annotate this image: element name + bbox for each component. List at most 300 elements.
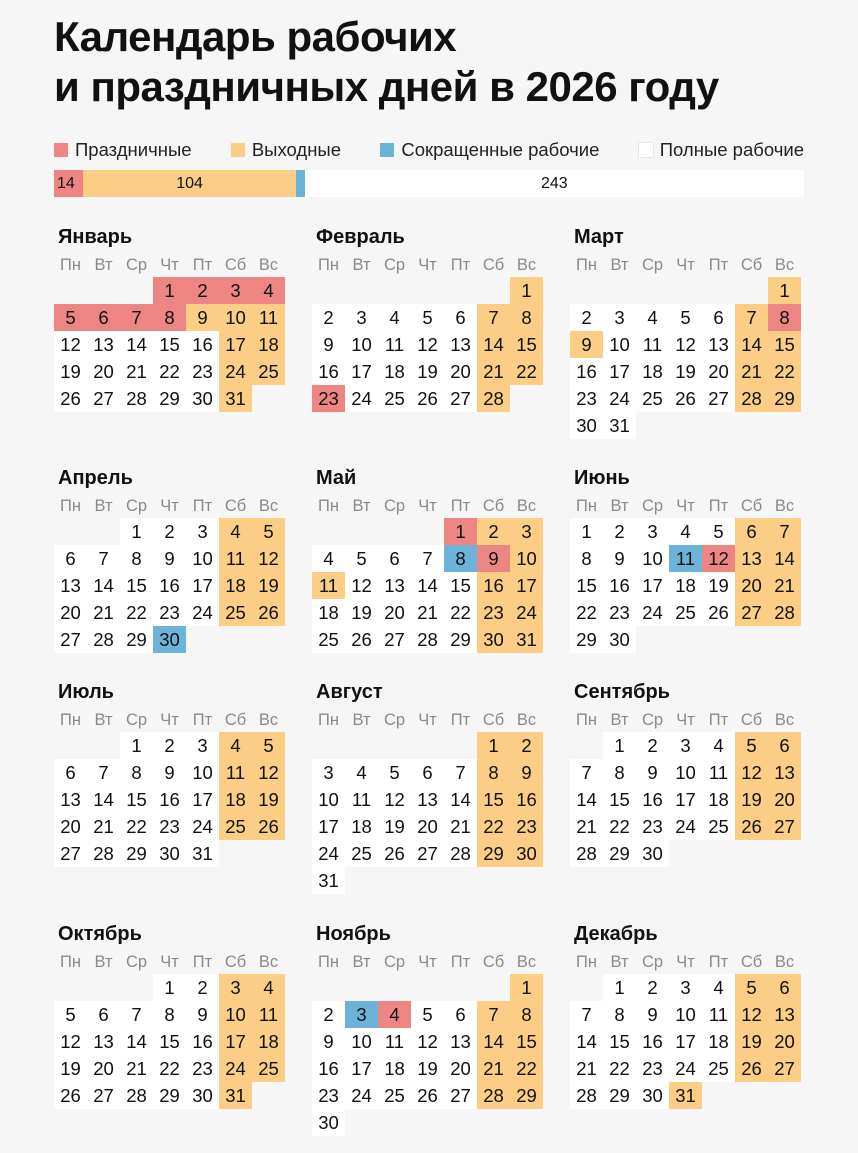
day-cell-workday: 7: [120, 1001, 153, 1028]
day-cell-workday: 2: [603, 518, 636, 545]
day-cell-workday: 29: [120, 626, 153, 653]
day-cell-weekend: 21: [477, 358, 510, 385]
day-cell-weekend: 23: [477, 599, 510, 626]
day-cell-workday: 29: [570, 626, 603, 653]
weekday-header: Сб: [740, 711, 763, 729]
day-cell-weekend: 22: [768, 358, 801, 385]
weekday-header: Ср: [641, 256, 664, 274]
day-cell-weekend: 4: [219, 732, 252, 759]
day-cell-holiday: 7: [120, 304, 153, 331]
empty-cell: [54, 518, 87, 545]
day-cell-workday: 1: [603, 732, 636, 759]
day-cell-workday: 1: [120, 732, 153, 759]
day-cell-workday: 1: [153, 974, 186, 1001]
day-cell-workday: 9: [153, 759, 186, 786]
summary-segment-weekend: [83, 170, 297, 197]
day-cell-workday: 27: [54, 626, 87, 653]
weekday-header: Вт: [352, 953, 371, 971]
day-cell-workday: 17: [186, 572, 219, 599]
day-cell-workday: 24: [669, 1055, 702, 1082]
month-grid: [312, 950, 550, 1136]
day-cell-workday: 2: [186, 974, 219, 1001]
day-cell-workday: 23: [186, 1055, 219, 1082]
day-cell-workday: 13: [444, 331, 477, 358]
empty-cell: [54, 732, 87, 759]
day-cell-holiday: 12: [702, 545, 735, 572]
day-cell-workday: 17: [186, 786, 219, 813]
day-cell-workday: 25: [669, 599, 702, 626]
day-cell-workday: 28: [411, 626, 444, 653]
day-cell-weekend: 17: [219, 331, 252, 358]
day-cell-holiday: 23: [312, 385, 345, 412]
day-cell-workday: 29: [603, 840, 636, 867]
day-cell-workday: 19: [669, 358, 702, 385]
day-cell-workday: 23: [153, 599, 186, 626]
day-cell-weekend: 14: [477, 1028, 510, 1055]
day-cell-workday: 4: [312, 545, 345, 572]
weekday-header: Вт: [94, 497, 113, 515]
day-cell-workday: 2: [153, 518, 186, 545]
day-cell-short-day: 3: [345, 1001, 378, 1028]
weekday-header: Сб: [740, 497, 763, 515]
empty-cell: [411, 518, 444, 545]
day-cell-workday: 5: [411, 1001, 444, 1028]
day-cell-workday: 1: [120, 518, 153, 545]
day-cell-weekend: 31: [219, 385, 252, 412]
day-cell-weekend: 17: [219, 1028, 252, 1055]
day-cell-weekend: 5: [735, 974, 768, 1001]
day-cell-workday: 2: [312, 1001, 345, 1028]
day-cell-workday: 22: [120, 813, 153, 840]
day-cell-weekend: 7: [477, 304, 510, 331]
day-cell-weekend: 10: [510, 545, 543, 572]
day-cell-workday: 21: [87, 599, 120, 626]
day-cell-weekend: 5: [735, 732, 768, 759]
day-cell-weekend: 2: [510, 732, 543, 759]
day-cell-weekend: 28: [477, 385, 510, 412]
day-cell-workday: 4: [378, 304, 411, 331]
day-cell-workday: 26: [54, 1082, 87, 1109]
day-cell-workday: 3: [636, 518, 669, 545]
day-cell-weekend: 19: [252, 786, 285, 813]
day-cell-workday: 5: [54, 1001, 87, 1028]
day-cell-workday: 22: [120, 599, 153, 626]
day-cell-workday: 27: [444, 385, 477, 412]
day-cell-workday: 31: [186, 840, 219, 867]
legend-label-holiday: Праздничные: [75, 139, 192, 160]
day-cell-weekend: 31: [510, 626, 543, 653]
weekday-header: Пт: [708, 711, 729, 729]
day-cell-workday: 14: [87, 786, 120, 813]
day-cell-weekend: 7: [735, 304, 768, 331]
title-line-1: Календарь рабочих: [54, 13, 457, 60]
month-grid: [570, 950, 808, 1109]
weekday-header: Пн: [576, 497, 597, 515]
weekday-header: Чт: [676, 256, 695, 274]
day-cell-workday: 15: [153, 1028, 186, 1055]
month-grid: [54, 253, 292, 412]
day-cell-workday: 27: [378, 626, 411, 653]
day-cell-weekend: 11: [219, 759, 252, 786]
month-name: Октябрь: [58, 923, 142, 945]
day-cell-weekend: 8: [477, 759, 510, 786]
weekday-header: Вс: [774, 256, 795, 274]
weekday-header: Сб: [740, 953, 763, 971]
weekday-header: Пт: [192, 711, 213, 729]
day-cell-workday: 11: [702, 759, 735, 786]
day-cell-workday: 5: [378, 759, 411, 786]
day-cell-workday: 17: [669, 1028, 702, 1055]
day-cell-workday: 26: [54, 385, 87, 412]
day-cell-holiday: 4: [252, 277, 285, 304]
day-cell-workday: 6: [444, 1001, 477, 1028]
weekday-header: Вт: [610, 953, 629, 971]
day-cell-workday: 25: [345, 840, 378, 867]
weekday-header: Сб: [224, 953, 247, 971]
month-name: Апрель: [58, 467, 133, 489]
day-cell-workday: 28: [120, 385, 153, 412]
day-cell-weekend: 11: [252, 304, 285, 331]
day-cell-workday: 10: [186, 759, 219, 786]
day-cell-workday: 15: [603, 786, 636, 813]
day-cell-workday: 18: [636, 358, 669, 385]
day-cell-weekend: 20: [768, 1028, 801, 1055]
day-cell-weekend: 27: [768, 1055, 801, 1082]
day-cell-workday: 7: [87, 759, 120, 786]
day-cell-workday: 8: [570, 545, 603, 572]
month-grid: [570, 708, 808, 867]
day-cell-workday: 6: [444, 304, 477, 331]
day-cell-workday: 14: [120, 1028, 153, 1055]
day-cell-weekend: 14: [735, 331, 768, 358]
day-cell-weekend: 19: [735, 1028, 768, 1055]
weekday-header: Вс: [774, 953, 795, 971]
day-cell-workday: 26: [378, 840, 411, 867]
day-cell-workday: 23: [312, 1082, 345, 1109]
day-cell-workday: 8: [603, 1001, 636, 1028]
day-cell-workday: 10: [345, 331, 378, 358]
day-cell-workday: 11: [702, 1001, 735, 1028]
weekday-header: Вс: [258, 256, 279, 274]
day-cell-workday: 25: [702, 813, 735, 840]
day-cell-workday: 20: [702, 358, 735, 385]
weekday-header: Пт: [708, 256, 729, 274]
month-name: Январь: [58, 226, 133, 248]
day-cell-workday: 30: [570, 412, 603, 439]
day-cell-weekend: 30: [510, 840, 543, 867]
empty-cell: [378, 732, 411, 759]
day-cell-weekend: 10: [219, 1001, 252, 1028]
day-cell-workday: 16: [186, 1028, 219, 1055]
holiday-swatch: [54, 143, 68, 157]
day-cell-workday: 11: [378, 331, 411, 358]
day-cell-workday: 28: [570, 1082, 603, 1109]
empty-cell: [312, 277, 345, 304]
day-cell-workday: 20: [411, 813, 444, 840]
month-june: [570, 464, 808, 653]
day-cell-holiday: 5: [54, 304, 87, 331]
empty-cell: [570, 974, 603, 1001]
summary-count-full: 243: [540, 175, 568, 192]
weekday-header: Ср: [383, 953, 406, 971]
day-cell-workday: 3: [669, 974, 702, 1001]
day-cell-weekend: 31: [219, 1082, 252, 1109]
day-cell-workday: 21: [444, 813, 477, 840]
weekday-header: Сб: [482, 711, 505, 729]
weekday-header: Чт: [676, 497, 695, 515]
day-cell-weekend: 13: [768, 1001, 801, 1028]
day-cell-workday: 27: [87, 385, 120, 412]
day-cell-weekend: 25: [252, 358, 285, 385]
day-cell-workday: 18: [312, 599, 345, 626]
month-grid: [54, 950, 292, 1109]
day-cell-weekend: 9: [186, 304, 219, 331]
day-cell-weekend: 13: [768, 759, 801, 786]
day-cell-workday: 2: [636, 974, 669, 1001]
day-cell-holiday: 2: [186, 277, 219, 304]
day-cell-weekend: 8: [510, 304, 543, 331]
day-cell-workday: 21: [87, 813, 120, 840]
weekday-header: Вс: [516, 953, 537, 971]
day-cell-workday: 22: [153, 1055, 186, 1082]
day-cell-workday: 25: [378, 1082, 411, 1109]
day-cell-workday: 15: [153, 331, 186, 358]
day-cell-workday: 31: [603, 412, 636, 439]
legend-item-weekend: [231, 139, 341, 161]
day-cell-workday: 2: [636, 732, 669, 759]
weekday-header: Чт: [418, 711, 437, 729]
day-cell-workday: 22: [603, 813, 636, 840]
day-cell-weekend: 13: [735, 545, 768, 572]
day-cell-workday: 21: [570, 1055, 603, 1082]
month-name: Июнь: [574, 467, 630, 489]
day-cell-weekend: 4: [219, 518, 252, 545]
month-may: [312, 464, 550, 653]
day-cell-weekend: 24: [219, 1055, 252, 1082]
day-cell-short-day: 11: [669, 545, 702, 572]
day-cell-workday: 13: [444, 1028, 477, 1055]
day-cell-workday: 22: [444, 599, 477, 626]
legend: [54, 139, 804, 161]
weekday-header: Сб: [482, 953, 505, 971]
day-cell-weekend: 29: [768, 385, 801, 412]
day-cell-short-day: 8: [444, 545, 477, 572]
day-cell-workday: 20: [444, 358, 477, 385]
day-cell-weekend: 28: [735, 385, 768, 412]
day-cell-holiday: 3: [219, 277, 252, 304]
day-cell-workday: 30: [186, 385, 219, 412]
empty-cell: [444, 277, 477, 304]
day-cell-workday: 28: [444, 840, 477, 867]
summary-segment-holiday: [54, 170, 83, 197]
day-cell-workday: 15: [570, 572, 603, 599]
day-cell-weekend: 22: [510, 1055, 543, 1082]
day-cell-workday: 16: [570, 358, 603, 385]
day-cell-workday: 17: [345, 1055, 378, 1082]
day-cell-workday: 22: [153, 358, 186, 385]
day-cell-holiday: 1: [153, 277, 186, 304]
weekday-header: Пт: [450, 497, 471, 515]
day-cell-workday: 23: [570, 385, 603, 412]
day-cell-workday: 3: [345, 304, 378, 331]
weekday-header: Ср: [383, 256, 406, 274]
day-cell-workday: 30: [636, 1082, 669, 1109]
day-cell-workday: 18: [378, 1055, 411, 1082]
day-cell-workday: 9: [312, 1028, 345, 1055]
day-cell-workday: 3: [669, 732, 702, 759]
weekday-header: Вт: [352, 711, 371, 729]
day-cell-weekend: 16: [477, 572, 510, 599]
day-cell-weekend: 2: [477, 518, 510, 545]
empty-cell: [603, 277, 636, 304]
empty-cell: [411, 974, 444, 1001]
legend-label-full: Полные рабочие: [659, 139, 804, 160]
empty-cell: [120, 277, 153, 304]
weekday-header: Пт: [450, 953, 471, 971]
day-cell-workday: 9: [636, 1001, 669, 1028]
day-cell-workday: 18: [378, 358, 411, 385]
day-cell-workday: 12: [411, 1028, 444, 1055]
weekday-header: Пн: [576, 256, 597, 274]
weekday-header: Пн: [576, 711, 597, 729]
weekday-header: Ср: [383, 711, 406, 729]
weekday-header: Вт: [610, 256, 629, 274]
day-cell-weekend: 19: [252, 572, 285, 599]
empty-cell: [378, 974, 411, 1001]
month-july: [54, 678, 292, 867]
day-cell-workday: 27: [54, 840, 87, 867]
day-cell-workday: 5: [669, 304, 702, 331]
day-cell-workday: 19: [345, 599, 378, 626]
month-grid: [312, 253, 550, 412]
day-cell-workday: 30: [603, 626, 636, 653]
day-cell-workday: 21: [570, 813, 603, 840]
day-cell-workday: 12: [669, 331, 702, 358]
summary-count-weekend: 104: [176, 175, 203, 192]
day-cell-workday: 20: [87, 1055, 120, 1082]
month-january: [54, 223, 292, 412]
day-cell-workday: 12: [345, 572, 378, 599]
weekday-header: Чт: [676, 711, 695, 729]
day-cell-workday: 14: [120, 331, 153, 358]
weekday-header: Пт: [450, 256, 471, 274]
day-cell-weekend: 18: [252, 1028, 285, 1055]
day-cell-weekend: 18: [219, 786, 252, 813]
month-august: [312, 678, 550, 894]
day-cell-workday: 17: [603, 358, 636, 385]
day-cell-holiday: 8: [153, 304, 186, 331]
weekday-header: Пт: [708, 497, 729, 515]
weekday-header: Чт: [418, 256, 437, 274]
day-cell-workday: 16: [312, 1055, 345, 1082]
day-cell-workday: 30: [312, 1109, 345, 1136]
weekday-header: Сб: [224, 256, 247, 274]
day-cell-workday: 10: [636, 545, 669, 572]
legend-label-short: Сокращенные рабочие: [401, 139, 600, 160]
day-cell-workday: 8: [153, 1001, 186, 1028]
day-cell-workday: 27: [702, 385, 735, 412]
day-cell-weekend: 17: [510, 572, 543, 599]
day-cell-holiday: 6: [87, 304, 120, 331]
day-cell-weekend: 26: [735, 1055, 768, 1082]
day-cell-workday: 9: [312, 331, 345, 358]
day-cell-weekend: 19: [735, 786, 768, 813]
weekday-header: Вт: [94, 711, 113, 729]
day-cell-workday: 20: [444, 1055, 477, 1082]
day-cell-workday: 14: [570, 786, 603, 813]
weekday-header: Вс: [516, 711, 537, 729]
day-cell-workday: 28: [570, 840, 603, 867]
day-cell-workday: 12: [411, 331, 444, 358]
short-swatch: [380, 143, 394, 157]
day-cell-weekend: 29: [510, 1082, 543, 1109]
empty-cell: [312, 732, 345, 759]
month-march: [570, 223, 808, 439]
day-cell-weekend: 18: [252, 331, 285, 358]
day-cell-workday: 27: [411, 840, 444, 867]
day-cell-workday: 3: [186, 732, 219, 759]
empty-cell: [345, 974, 378, 1001]
day-cell-workday: 4: [345, 759, 378, 786]
weekday-header: Пт: [708, 953, 729, 971]
summary-bar: [54, 170, 804, 197]
month-grid: [54, 708, 292, 867]
day-cell-workday: 23: [636, 813, 669, 840]
day-cell-workday: 9: [153, 545, 186, 572]
day-cell-weekend: 25: [252, 1055, 285, 1082]
empty-cell: [477, 974, 510, 1001]
weekday-header: Пн: [576, 953, 597, 971]
day-cell-workday: 8: [603, 759, 636, 786]
day-cell-workday: 12: [378, 786, 411, 813]
day-cell-weekend: 4: [252, 974, 285, 1001]
day-cell-workday: 29: [153, 385, 186, 412]
day-cell-workday: 19: [411, 358, 444, 385]
weekday-header: Пн: [60, 497, 81, 515]
day-cell-weekend: 10: [219, 304, 252, 331]
day-cell-workday: 10: [186, 545, 219, 572]
day-cell-weekend: 15: [510, 331, 543, 358]
day-cell-workday: 13: [378, 572, 411, 599]
day-cell-weekend: 24: [510, 599, 543, 626]
weekday-header: Вс: [774, 711, 795, 729]
weekday-header: Чт: [160, 711, 179, 729]
day-cell-workday: 24: [345, 1082, 378, 1109]
month-december: [570, 920, 808, 1109]
day-cell-workday: 31: [312, 867, 345, 894]
day-cell-short-day: 30: [153, 626, 186, 653]
day-cell-workday: 13: [87, 331, 120, 358]
day-cell-workday: 20: [54, 813, 87, 840]
day-cell-weekend: 25: [219, 599, 252, 626]
weekday-header: Вс: [516, 256, 537, 274]
full-swatch: [639, 143, 653, 157]
day-cell-workday: 23: [603, 599, 636, 626]
month-name: Декабрь: [574, 923, 658, 945]
day-cell-weekend: 23: [510, 813, 543, 840]
day-cell-workday: 10: [603, 331, 636, 358]
empty-cell: [378, 518, 411, 545]
day-cell-weekend: 25: [219, 813, 252, 840]
day-cell-weekend: 24: [219, 358, 252, 385]
day-cell-workday: 7: [570, 1001, 603, 1028]
empty-cell: [345, 518, 378, 545]
day-cell-workday: 10: [669, 1001, 702, 1028]
day-cell-workday: 4: [702, 732, 735, 759]
month-name: Ноябрь: [316, 923, 391, 945]
day-cell-weekend: 12: [252, 545, 285, 572]
day-cell-weekend: 20: [768, 786, 801, 813]
